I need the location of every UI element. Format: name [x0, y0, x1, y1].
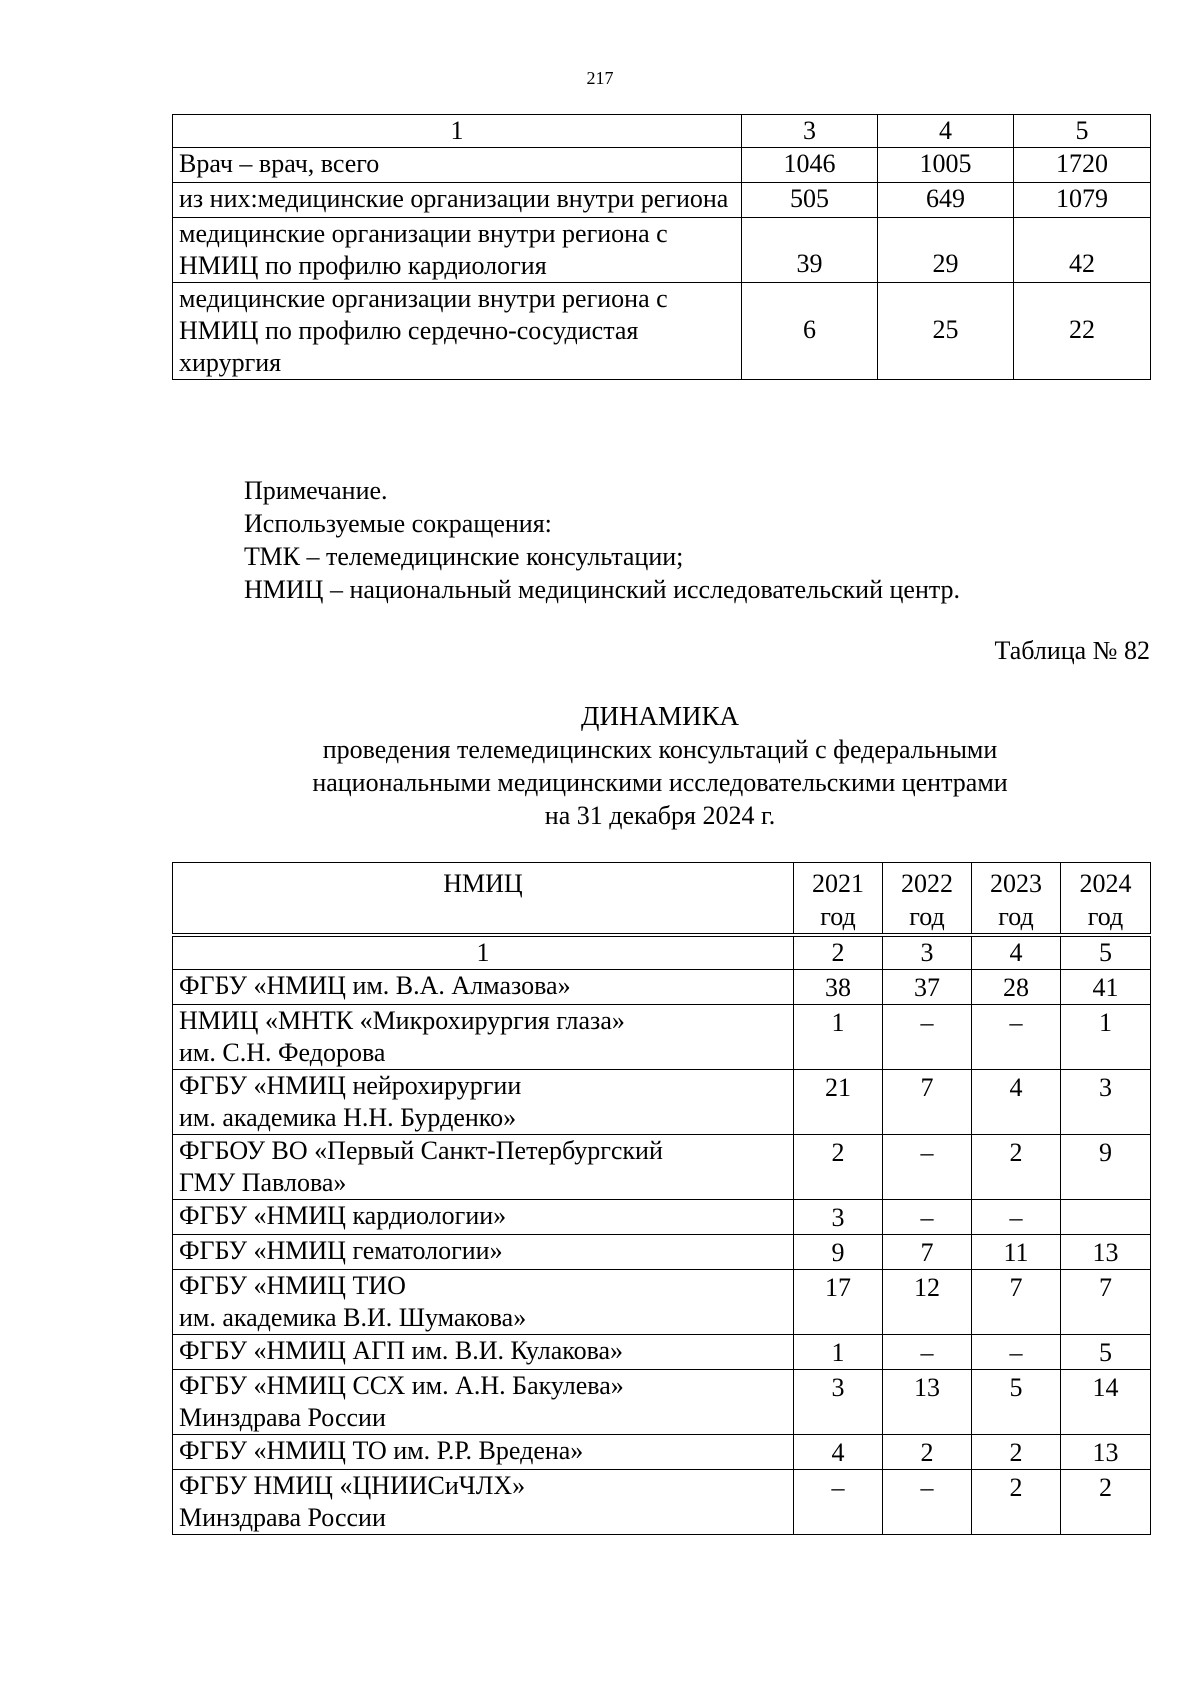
cell-value: 4 — [794, 1435, 883, 1470]
table-body — [173, 970, 1151, 1535]
nmic-name-line: Минздрава России — [179, 1403, 386, 1432]
nmic-name-line: ФГБУ «НМИЦ ТО им. Р.Р. Вредена» — [179, 1436, 584, 1465]
cell-value: 21 — [794, 1070, 883, 1135]
column-number: 4 — [878, 115, 1014, 148]
table-row — [173, 1335, 1151, 1370]
nmic-name-line: Минздрава России — [179, 1503, 386, 1532]
table-row — [173, 283, 1151, 380]
cell-value: 13 — [883, 1370, 972, 1435]
table-row — [173, 1470, 1151, 1535]
page-number: 217 — [586, 68, 614, 88]
nmic-name — [173, 1200, 794, 1235]
column-number: 5 — [1014, 115, 1151, 148]
column-number: 1 — [173, 935, 794, 970]
cell-value: 37 — [883, 970, 972, 1005]
cell-value: 39 — [742, 218, 878, 283]
column-number: 3 — [883, 935, 972, 970]
nmic-name-line: ФГБУ НМИЦ «ЦНИИСиЧЛХ» — [179, 1471, 526, 1500]
cell-value: – — [883, 1335, 972, 1370]
nmic-name-line: ФГБУ «НМИЦ АГП им. В.И. Кулакова» — [179, 1336, 624, 1365]
cell-value: 1046 — [742, 148, 878, 183]
nmic-name — [173, 970, 794, 1005]
cell-value: 3 — [1061, 1070, 1151, 1135]
note-block — [244, 474, 960, 606]
note-item: ТМК – телемедицинские консультации; — [244, 542, 684, 571]
nmic-name-line: ФГБУ «НМИЦ ТИО — [179, 1271, 406, 1300]
cell-value — [1061, 1200, 1151, 1235]
cell-value: – — [972, 1200, 1061, 1235]
nmic-name-line: ФГБОУ ВО «Первый Санкт-Петербургский — [179, 1136, 663, 1165]
table-caption: Таблица № 82 — [994, 636, 1150, 665]
row-label: из них:медицинские организации внутри региона — [173, 183, 742, 218]
cell-value: 9 — [794, 1235, 883, 1270]
cell-value: 2 — [883, 1435, 972, 1470]
column-number: 5 — [1061, 935, 1151, 970]
year-label: 2023 — [990, 869, 1042, 898]
cell-value: 3 — [794, 1200, 883, 1235]
title-line: национальными медицинскими исследовательскими центрами — [312, 768, 1008, 797]
year-label: 2024 — [1079, 869, 1132, 898]
cell-value: – — [883, 1470, 972, 1535]
table-row — [173, 1135, 1151, 1200]
year-unit: год — [1087, 902, 1124, 931]
table-row — [173, 1270, 1151, 1335]
nmic-consultations-table — [172, 862, 1151, 1535]
note-title: Примечание. — [244, 476, 388, 505]
nmic-name-line: ФГБУ «НМИЦ ССХ им. А.Н. Бакулева» — [179, 1371, 624, 1400]
table-row — [173, 970, 1151, 1005]
cell-value: 2 — [972, 1470, 1061, 1535]
year-unit: год — [998, 902, 1034, 931]
note-item: НМИЦ – национальный медицинский исследовательский центр. — [244, 575, 961, 604]
cell-value: 5 — [972, 1370, 1061, 1435]
header-year — [794, 863, 883, 936]
cell-value: 41 — [1061, 970, 1151, 1005]
row-label: Врач – врач, всего — [173, 148, 742, 183]
nmic-name — [173, 1435, 794, 1470]
staff-consultations-table — [172, 114, 1151, 380]
cell-value: – — [883, 1200, 972, 1235]
title-line: ДИНАМИКА — [581, 701, 739, 731]
cell-value: 1 — [1061, 1005, 1151, 1070]
nmic-name — [173, 1335, 794, 1370]
note-intro: Используемые сокращения: — [244, 509, 552, 538]
title-line: проведения телемедицинских консультаций с федеральными — [322, 735, 998, 764]
column-number: 4 — [972, 935, 1061, 970]
nmic-name — [173, 1005, 794, 1070]
cell-value: 1720 — [1014, 148, 1151, 183]
table-row — [173, 1235, 1151, 1270]
cell-value: 28 — [972, 970, 1061, 1005]
nmic-name-line: ФГБУ «НМИЦ им. В.А. Алмазова» — [179, 971, 571, 1000]
nmic-name — [173, 1135, 794, 1200]
nmic-name-line: ФГБУ «НМИЦ кардиологии» — [179, 1201, 507, 1230]
cell-value: 22 — [1014, 283, 1151, 380]
cell-value: 1079 — [1014, 183, 1151, 218]
cell-value: 38 — [794, 970, 883, 1005]
cell-value: 13 — [1061, 1435, 1151, 1470]
year-unit: год — [820, 902, 856, 931]
cell-value: 25 — [878, 283, 1014, 380]
column-number: 3 — [742, 115, 878, 148]
cell-value: 1 — [794, 1005, 883, 1070]
nmic-name-line: им. академика В.И. Шумакова» — [179, 1303, 527, 1332]
cell-value: 42 — [1014, 218, 1151, 283]
cell-value: 9 — [1061, 1135, 1151, 1200]
cell-value: 649 — [878, 183, 1014, 218]
cell-value: 505 — [742, 183, 878, 218]
cell-value: 4 — [972, 1070, 1061, 1135]
cell-value: 17 — [794, 1270, 883, 1335]
cell-value: 7 — [883, 1235, 972, 1270]
cell-value: 5 — [1061, 1335, 1151, 1370]
table-header-row — [173, 115, 1151, 148]
column-number: 1 — [173, 115, 742, 148]
header-year — [972, 863, 1061, 936]
table-row — [173, 218, 1151, 283]
column-number: 2 — [794, 935, 883, 970]
nmic-name-line: им. С.Н. Федорова — [179, 1038, 386, 1067]
nmic-name-line: НМИЦ «МНТК «Микрохирургия глаза» — [179, 1006, 625, 1035]
table-row — [173, 1435, 1151, 1470]
nmic-name — [173, 1235, 794, 1270]
table-row — [173, 1370, 1151, 1435]
cell-value: – — [972, 1335, 1061, 1370]
header-year — [1061, 863, 1151, 936]
header-nmic: НМИЦ — [173, 863, 794, 936]
cell-value: 29 — [878, 218, 1014, 283]
nmic-name — [173, 1370, 794, 1435]
cell-value: 3 — [794, 1370, 883, 1435]
table-row — [173, 1200, 1151, 1235]
nmic-name-line: им. академика Н.Н. Бурденко» — [179, 1103, 517, 1132]
nmic-name-line: ФГБУ «НМИЦ гематологии» — [179, 1236, 503, 1265]
cell-value: – — [883, 1005, 972, 1070]
nmic-name-line: ГМУ Павлова» — [179, 1168, 347, 1197]
cell-value: – — [883, 1135, 972, 1200]
cell-value: 2 — [794, 1135, 883, 1200]
cell-value: – — [794, 1470, 883, 1535]
table-title — [0, 700, 1200, 832]
cell-value: 7 — [883, 1070, 972, 1135]
row-label: медицинские организации внутри региона с НМИЦ по профилю сердечно-сосудистая хирургия — [173, 283, 742, 380]
table-header-row — [173, 863, 1151, 936]
nmic-name — [173, 1470, 794, 1535]
nmic-name — [173, 1070, 794, 1135]
column-numbers-row — [173, 935, 1151, 970]
cell-value: 7 — [1061, 1270, 1151, 1335]
cell-value: 14 — [1061, 1370, 1151, 1435]
header-year — [883, 863, 972, 936]
cell-value: – — [972, 1005, 1061, 1070]
table-row — [173, 1070, 1151, 1135]
cell-value: 2 — [972, 1135, 1061, 1200]
cell-value: 2 — [972, 1435, 1061, 1470]
year-label: 2021 — [812, 869, 864, 898]
cell-value: 1 — [794, 1335, 883, 1370]
cell-value: 12 — [883, 1270, 972, 1335]
cell-value: 11 — [972, 1235, 1061, 1270]
cell-value: 2 — [1061, 1470, 1151, 1535]
row-label: медицинские организации внутри региона с НМИЦ по профилю кардиология — [173, 218, 742, 283]
cell-value: 7 — [972, 1270, 1061, 1335]
cell-value: 13 — [1061, 1235, 1151, 1270]
table-row — [173, 183, 1151, 218]
year-label: 2022 — [901, 869, 953, 898]
table-row — [173, 1005, 1151, 1070]
table-row — [173, 148, 1151, 183]
nmic-name-line: ФГБУ «НМИЦ нейрохирургии — [179, 1071, 522, 1100]
nmic-name — [173, 1270, 794, 1335]
cell-value: 1005 — [878, 148, 1014, 183]
cell-value: 6 — [742, 283, 878, 380]
title-line: на 31 декабря 2024 г. — [544, 801, 776, 830]
year-unit: год — [909, 902, 945, 931]
